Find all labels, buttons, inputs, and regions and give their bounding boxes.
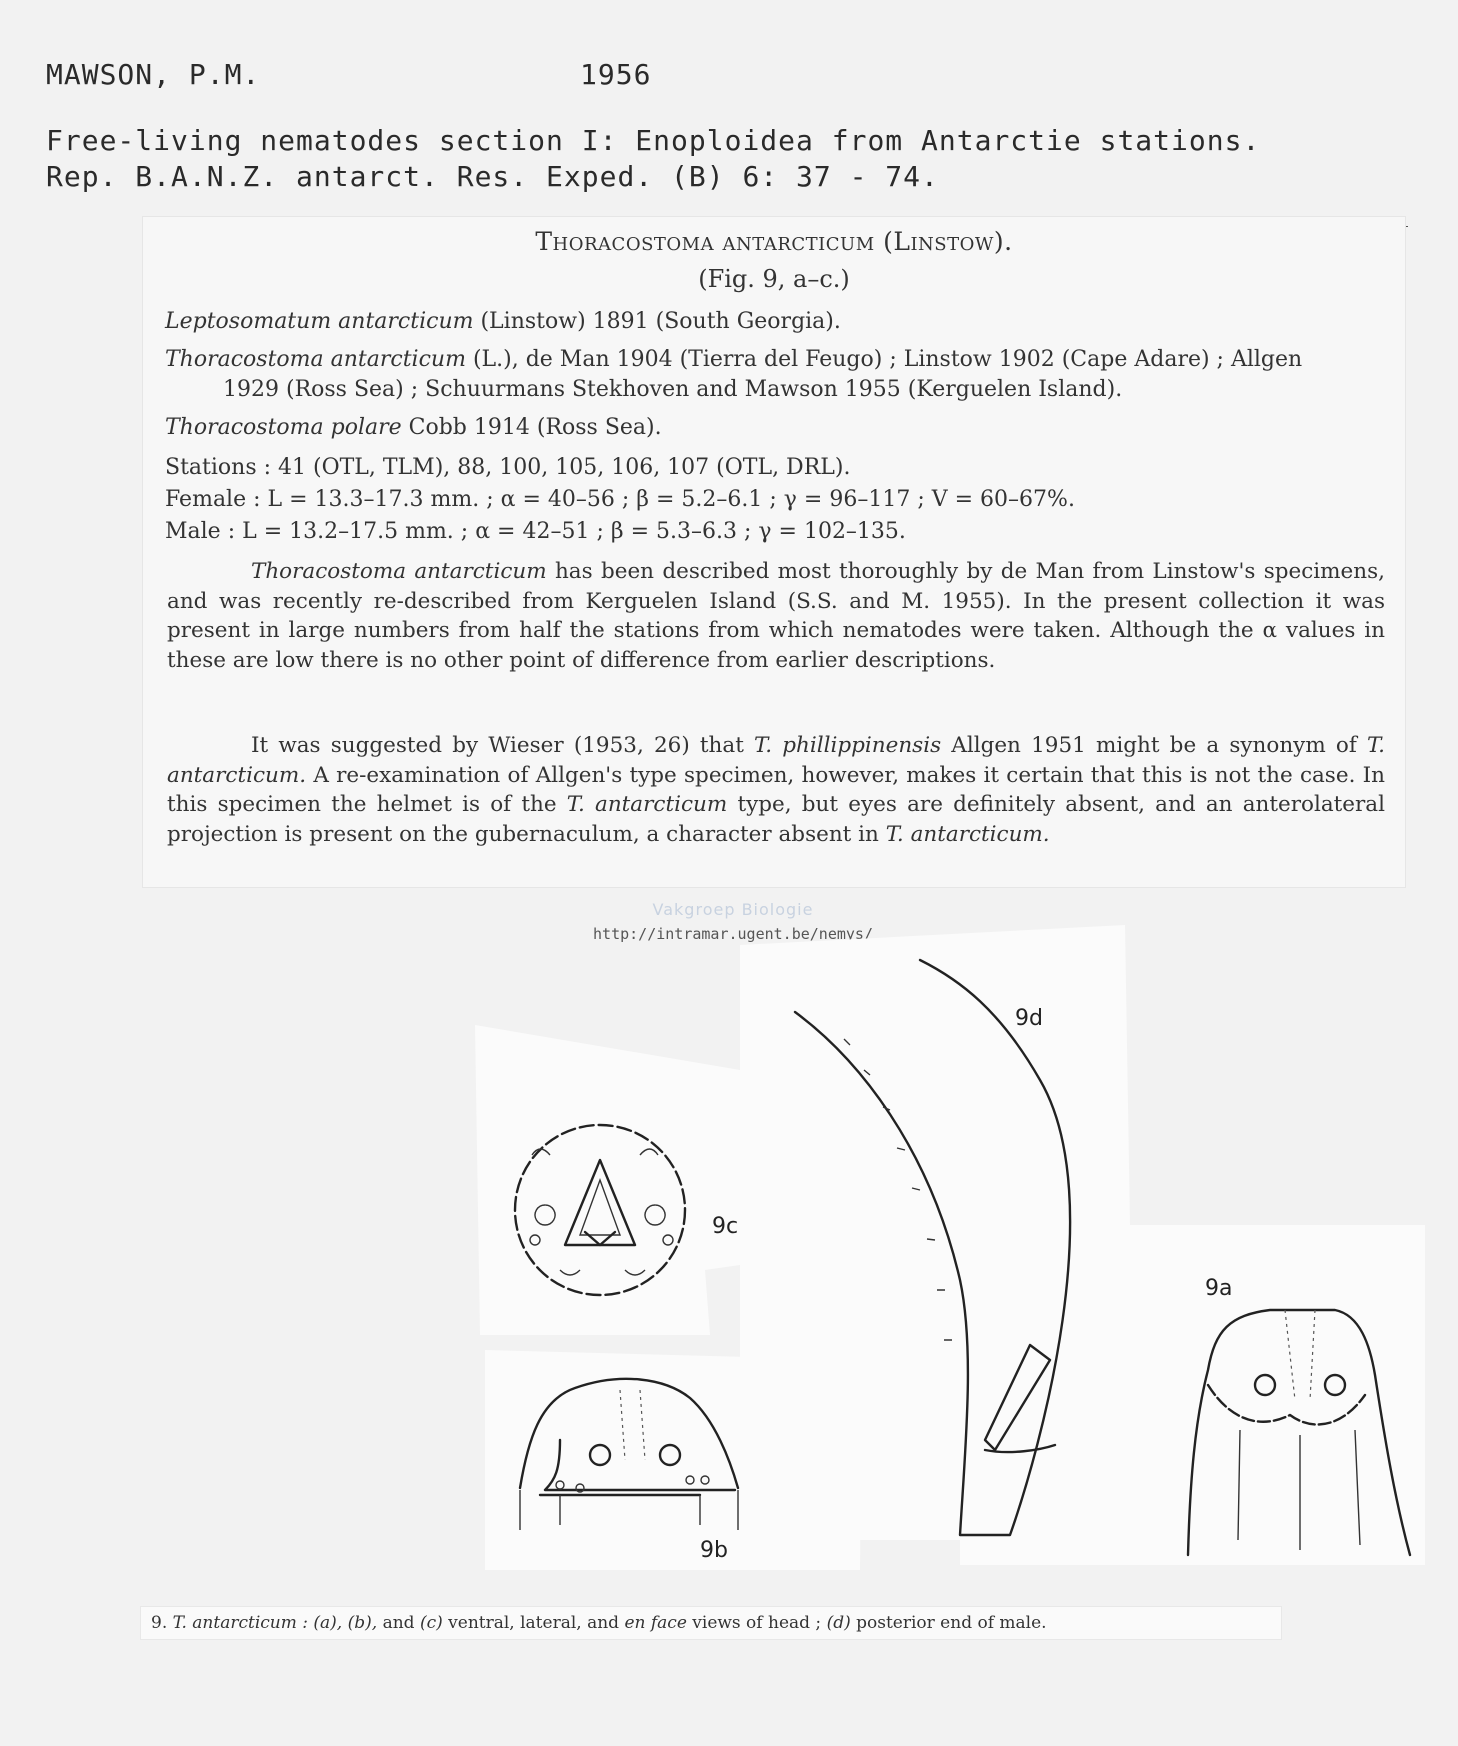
figure-9c-label: 9c [712,1214,739,1239]
caption-part-a: (a), [313,1613,343,1633]
figure-reference: (Fig. 9, a–c.) [698,265,850,293]
paragraph-text: has been described most thoroughly by de Man from Linstow's specimens, and was recently re-described from Kerguelen Island (S.S. and M. 1955). In the present collection it was present in large numbers from half the stations from which nematodes were taken. Although the α values in these are low there is no other point of difference from earlier descriptions. [167,559,1385,673]
figure-9b-cutout [485,1350,862,1570]
watermark-title: Vakgroep Biologie [652,900,814,919]
caption-part-d: (d) [826,1613,851,1633]
synonym-detail: Cobb 1914 (Ross Sea). [401,415,662,440]
watermark-url: http://intramar.ugent.be/nemys/ [593,925,873,943]
caption-part-c: (c) [419,1613,443,1633]
figure-caption [140,1606,1282,1640]
caption-text: ventral, lateral, and [448,1613,620,1633]
species-name-italic: T. phillippinensis [754,733,942,758]
caption-text: posterior end of [856,1613,995,1633]
caption-and: and [382,1613,415,1633]
figure-9a-label: 9a [1205,1276,1233,1301]
author-line: MAWSON, P.M. [46,58,261,91]
female-measurements: Female : L = 13.3–17.3 mm. ; α = 40–56 ; β = 5.2–6.1 ; γ = 96–117 ; V = 60–67%. [165,487,1075,512]
species-name-italic: T. antarcticum. [167,733,1385,788]
stations-line: Stations : 41 (OTL, TLM), 88, 100, 105, 106, 107 (OTL, DRL). [165,455,851,480]
synonym-name: Thoracostoma antarcticum [165,347,466,372]
species-title: Thoracostoma antarcticum (Linstow). [535,227,1013,256]
caption-en-face: en face [624,1613,687,1633]
synonym-name: Thoracostoma polare [165,415,402,440]
figure-9b-label: 9b [700,1538,728,1563]
reference-title: Free-living nematodes section I: Enoploidea from Antarctie stations. [46,124,1261,157]
figure-9d-label: 9d [1015,1006,1043,1031]
paragraph-text: A re-examination of Allgen's type specimen, however, makes it certain that this is not the case. In this specimen the helmet is of the [167,762,1385,817]
year: 1956 [580,58,652,91]
caption-text: views of head ; [692,1613,822,1633]
caption-species: T. antarcticum : [172,1613,308,1633]
synonym-detail: (L.), de Man 1904 (Tierra del Feugo) ; Linstow 1902 (Cape Adare) ; Allgen [465,347,1303,372]
caption-part-b: (b), [347,1613,378,1633]
species-name-italic: Thoracostoma antarcticum [251,559,547,584]
male-measurements: Male : L = 13.2–17.5 mm. ; α = 42–51 ; β = 5.3–6.3 ; γ = 102–135. [165,519,906,544]
paragraph-text: It was suggested by Wieser (1953, 26) that [251,733,755,758]
species-name-italic: T. antarcticum. [885,821,1050,847]
caption-number: 9. [151,1613,168,1633]
paragraph-text: Allgen 1951 might be a synonym of [941,733,1367,758]
paragraph-text: type, but eyes are definitely absent, and an anterolateral projection is present on the gubernaculum, a character absent in [167,792,1385,847]
reference-source: Rep. B.A.N.Z. antarct. Res. Exped. (B) 6: 37 - 74. [46,160,939,193]
synonym-line-continued: 1929 (Ross Sea) ; Schuurmans Stekhoven and Mawson 1955 (Kerguelen Island). [223,377,1123,402]
synonym-name: Leptosomatum antarcticum [165,309,474,334]
synonym-detail: (Linstow) 1891 (South Georgia). [473,309,841,334]
caption-male: male. [999,1613,1047,1633]
species-name-italic: T. antarcticum [566,792,728,817]
